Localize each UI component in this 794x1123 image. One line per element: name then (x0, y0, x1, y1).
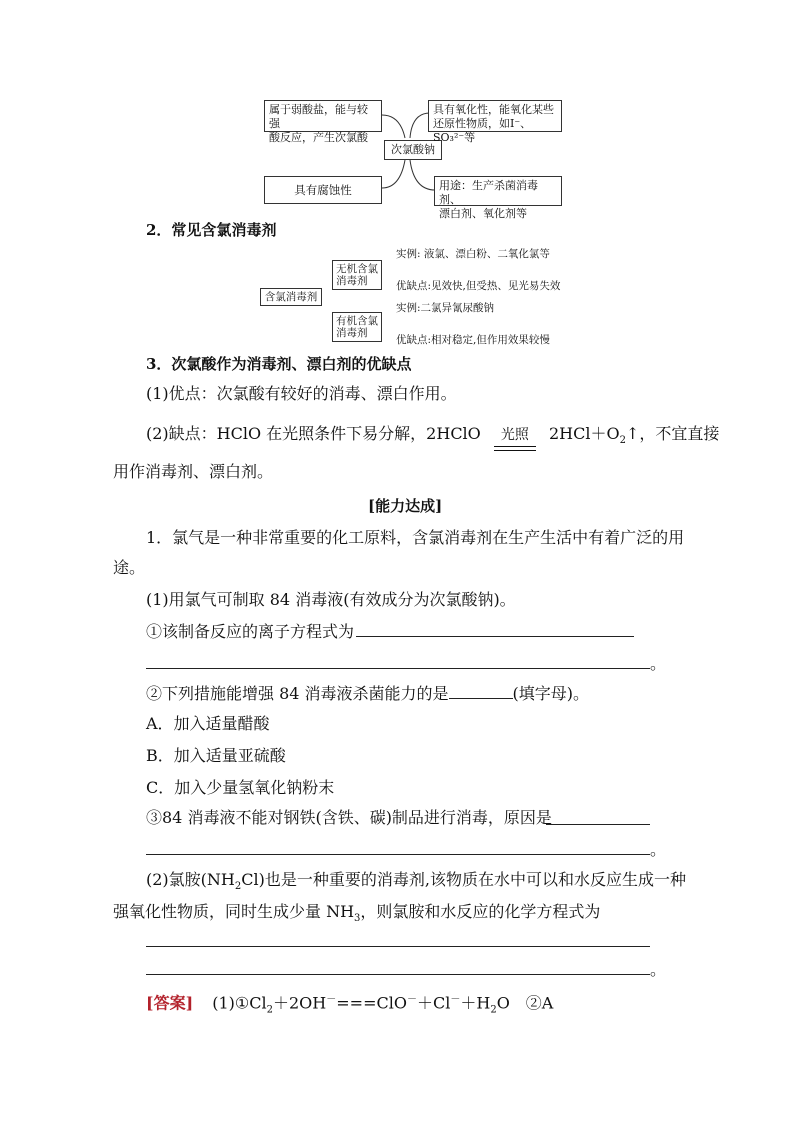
answer-blank-1b[interactable] (449, 684, 513, 699)
answer-blank-1c-cont[interactable] (146, 854, 650, 855)
answer-blank-2b[interactable] (146, 974, 650, 975)
answer-tag: [答案] (146, 993, 194, 1013)
section3-con-product: 2HCl＋O (548, 424, 620, 443)
diagram1-box-corrosive (264, 176, 382, 204)
diagram1-box-weak-acid-salt (264, 100, 382, 144)
diagram1-weak-acid-line1: 属于弱酸盐，能与较强 (269, 103, 368, 130)
diagram2-inorganic-example: 实例: 液氯、漂白粉、二氧化氯等 (396, 248, 550, 260)
q1-part2-line2 (113, 902, 600, 929)
answer-part5: ＋H (460, 993, 491, 1013)
q1-part1-c: ③84 消毒液不能对钢铁(含铁、碳)制品进行消毒，原因是 (146, 808, 552, 827)
answer-sup-b: － (406, 994, 417, 1005)
q1-part1-b-prefix: ②下列措施能增强 84 消毒液杀菌能力的是 (146, 684, 449, 703)
q1-line2: 途。 (113, 558, 146, 577)
q1-part2-line2-prefix: 强氧化性物质，同时生成少量 NH (113, 902, 355, 921)
section3-con-line2: 用作消毒剂、漂白剂。 (113, 462, 274, 481)
section3-condition-label: 光照 (500, 427, 529, 443)
period-1: 。 (650, 654, 667, 673)
diagram1-uses-line2: 漂白剂、氧化剂等 (439, 207, 527, 220)
q1-line1: 1．氯气是一种非常重要的化工原料，含氯消毒剂在生产生活中有着广泛的用 (146, 528, 685, 547)
diagram1-corrosive-text: 具有腐蚀性 (294, 183, 352, 197)
diagram1-box-uses (434, 176, 562, 220)
q1-part2-line2-sub: 3 (354, 913, 361, 925)
diagram2-root-box (260, 288, 322, 306)
section2-heading: 2．常见含氯消毒剂 (146, 221, 277, 239)
answer-blank-1c[interactable] (546, 824, 650, 825)
q1-part2-mid: Cl)也是一种重要的消毒剂,该物质在水中可以和水反应生成一种 (241, 870, 686, 889)
diagram1-box-oxidizing (428, 100, 562, 144)
section3-heading: 3．次氯酸作为消毒剂、漂白剂的优缺点 (146, 355, 412, 373)
q1-part1-a: ①该制备反应的离子方程式为 (146, 622, 355, 641)
diagram1-connectors (0, 0, 794, 220)
answer-part6: O ②A (496, 993, 554, 1013)
section3-o2-subscript: 2 (619, 435, 626, 447)
ability-heading: [能力达成] (368, 497, 443, 515)
answer-sub-a: 2 (266, 1004, 273, 1016)
answer-line (146, 990, 553, 1021)
option-c: C．加入少量氢氧化钠粉末 (146, 778, 335, 797)
q1-part1-b-suffix: (填字母)。 (512, 684, 590, 703)
answer-blank-1a-cont[interactable] (146, 668, 650, 669)
diagram2-inorganic-proscons: 优缺点:见效快,但受热、见光易失效 (396, 280, 561, 292)
answer-part1: (1)①Cl (212, 993, 267, 1013)
diagram2-organic-line2: 消毒剂 (336, 327, 368, 339)
period-2: 。 (650, 840, 667, 859)
q1-part2-line2-suffix: ，则氯胺和水反应的化学方程式为 (360, 902, 601, 921)
section3-double-line (494, 446, 536, 451)
section3-con-suffix: ↑，不宜直接 (625, 424, 720, 443)
period-3: 。 (650, 960, 667, 979)
answer-part2: ＋2OH (273, 993, 327, 1013)
q1-part2-prefix: (2)氯胺(NH (146, 870, 235, 889)
diagram1-uses-line1: 用途：生产杀菌消毒剂、 (439, 179, 538, 206)
q1-part2-sub: 2 (234, 881, 242, 893)
q1-part1-b (146, 684, 589, 704)
diagram2-inorganic-box (332, 260, 382, 290)
diagram2-organic-proscons: 优缺点:相对稳定,但作用效果较慢 (396, 334, 550, 346)
diagram2-organic-line1: 有机含氯 (336, 315, 378, 327)
diagram2-inorganic-line1: 无机含氯 (336, 263, 378, 275)
option-b: B．加入适量亚硫酸 (146, 746, 286, 765)
diagram1-oxidizing-line1: 具有氧化性，能氧化某些 (433, 103, 554, 116)
diagram2-root-text: 含氯消毒剂 (264, 291, 318, 303)
answer-part4: ＋Cl (416, 993, 451, 1013)
answer-sup-a: － (326, 994, 337, 1005)
section3-con-line1 (146, 424, 719, 451)
option-a: A．加入适量醋酸 (146, 714, 270, 733)
diagram1-oxidizing-line2: 还原性物质，如I⁻、SO₃²⁻等 (433, 117, 532, 144)
diagram1-weak-acid-line2: 酸反应，产生次氯酸 (269, 131, 368, 144)
diagram2-organic-example: 实例:二氯异氰尿酸钠 (396, 302, 495, 314)
answer-part3: ===ClO (336, 993, 407, 1013)
section3-con-prefix: (2)缺点：HClO 在光照条件下易分解，2HClO (146, 424, 481, 443)
answer-blank-2a[interactable] (146, 946, 650, 947)
diagram1-center-text: 次氯酸钠 (391, 143, 435, 156)
answer-sup-c: － (450, 994, 461, 1005)
q1-part2-line1 (146, 870, 686, 897)
diagram2-organic-box (332, 312, 382, 342)
answer-blank-1a[interactable] (356, 636, 634, 637)
answer-sub-b: 2 (490, 1004, 497, 1016)
section3-pro: (1)优点：次氯酸有较好的消毒、漂白作用。 (146, 384, 457, 403)
diagram2-inorganic-line2: 消毒剂 (336, 275, 368, 287)
q1-part1: (1)用氯气可制取 84 消毒液(有效成分为次氯酸钠)。 (146, 590, 516, 609)
